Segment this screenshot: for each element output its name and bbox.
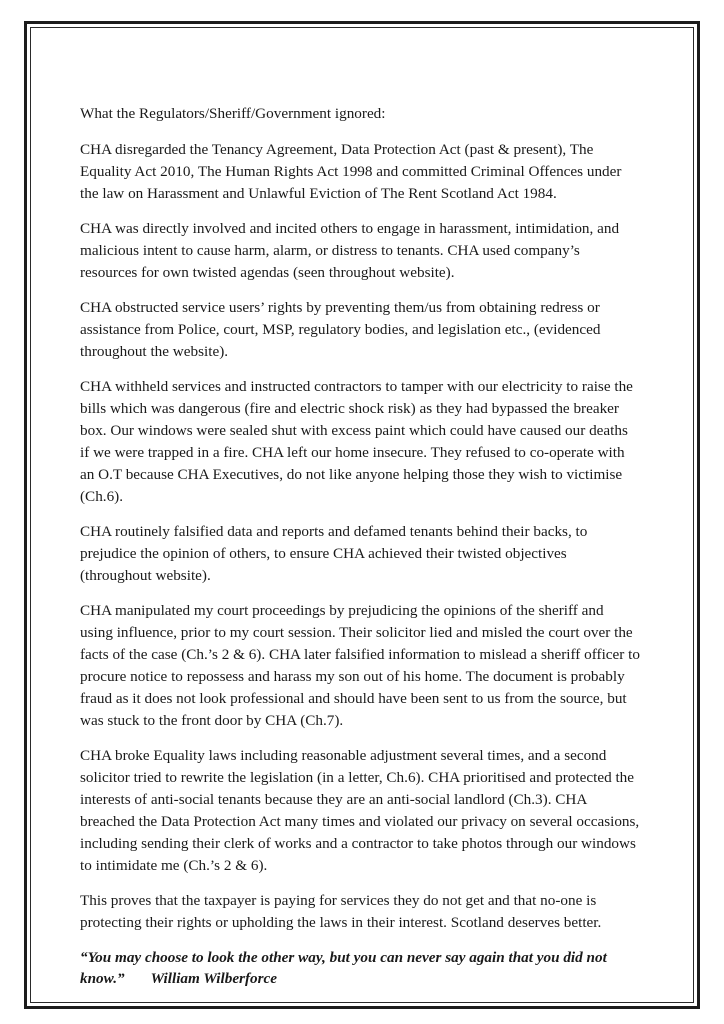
- paragraph-falsified-data: CHA routinely falsified data and reports and defamed tenants behind their backs, to prejudice the opinion of others, to ensure CHA achieved their twisted objectives (throughout website).: [80, 523, 588, 584]
- paragraph-services-withheld: CHA withheld services and instructed contractors to tamper with our electricity to raise the bills which was dangerous (fire and electric shock risk) as they had bypassed the breaker box. Our windows were sealed shut with excess paint which could have caused our deaths if we were trapped in a fire. CHA left our home insecure. They refused to co-operate with an O.T because CHA Executives, do not like anyone helping those they wish to victimise (Ch.6).: [80, 378, 633, 505]
- document-heading: What the Regulators/Sheriff/Government ignored:: [80, 105, 386, 122]
- paragraph-legislation: CHA disregarded the Tenancy Agreement, Data Protection Act (past & present), The Equality Act 2010, The Human Rights Act 1998 and committed Criminal Offences under the law on Harassment and Unlawful Eviction of The Rent Scotland Act 1984.: [80, 141, 622, 202]
- paragraph-equality-laws: CHA broke Equality laws including reasonable adjustment several times, and a second solicitor tried to rewrite the legislation (in a letter, Ch.6). CHA prioritised and protected the interests of anti-social tenants because they are an anti-social landlord (Ch.3). CHA breached the Data Protection Act many times and violated our privacy on several occasions, including sending their clerk of works and a contractor to take photos through our windows to intimidate me (Ch.’s 2 & 6).: [80, 747, 640, 874]
- document-body: [80, 103, 640, 989]
- quote-author: William Wilberforce: [150, 970, 278, 987]
- paragraph-harassment: CHA was directly involved and incited others to engage in harassment, intimidation, and malicious intent to cause harm, alarm, or distress to tenants. CHA used company’s resources for own twisted agendas (seen throughout website).: [80, 220, 620, 281]
- paragraph-conclusion: This proves that the taxpayer is paying for services they do not get and that no-one is protecting their rights or upholding the laws in their interest. Scotland deserves better.: [80, 892, 602, 931]
- paragraph-obstruction: CHA obstructed service users’ rights by preventing them/us from obtaining redress or assistance from Police, court, MSP, regulatory bodies, and legislation etc., (evidenced throughout the website).: [80, 299, 601, 360]
- closing-quote: [80, 947, 640, 989]
- paragraph-court-manipulation: CHA manipulated my court proceedings by prejudicing the opinions of the sheriff and using influence, prior to my court session. Their solicitor lied and misled the court over the facts of the case (Ch.’s 2 & 6). CHA later falsified information to mislead a sheriff officer to procure notice to repossess and harass my son out of his home. The document is probably fraud as it does not look professional and should have been sent to us from the source, but was stuck to the front door by CHA (Ch.7).: [80, 602, 640, 729]
- quote-text: “You may choose to look the other way, but you can never say again that you did not know.”: [80, 949, 607, 987]
